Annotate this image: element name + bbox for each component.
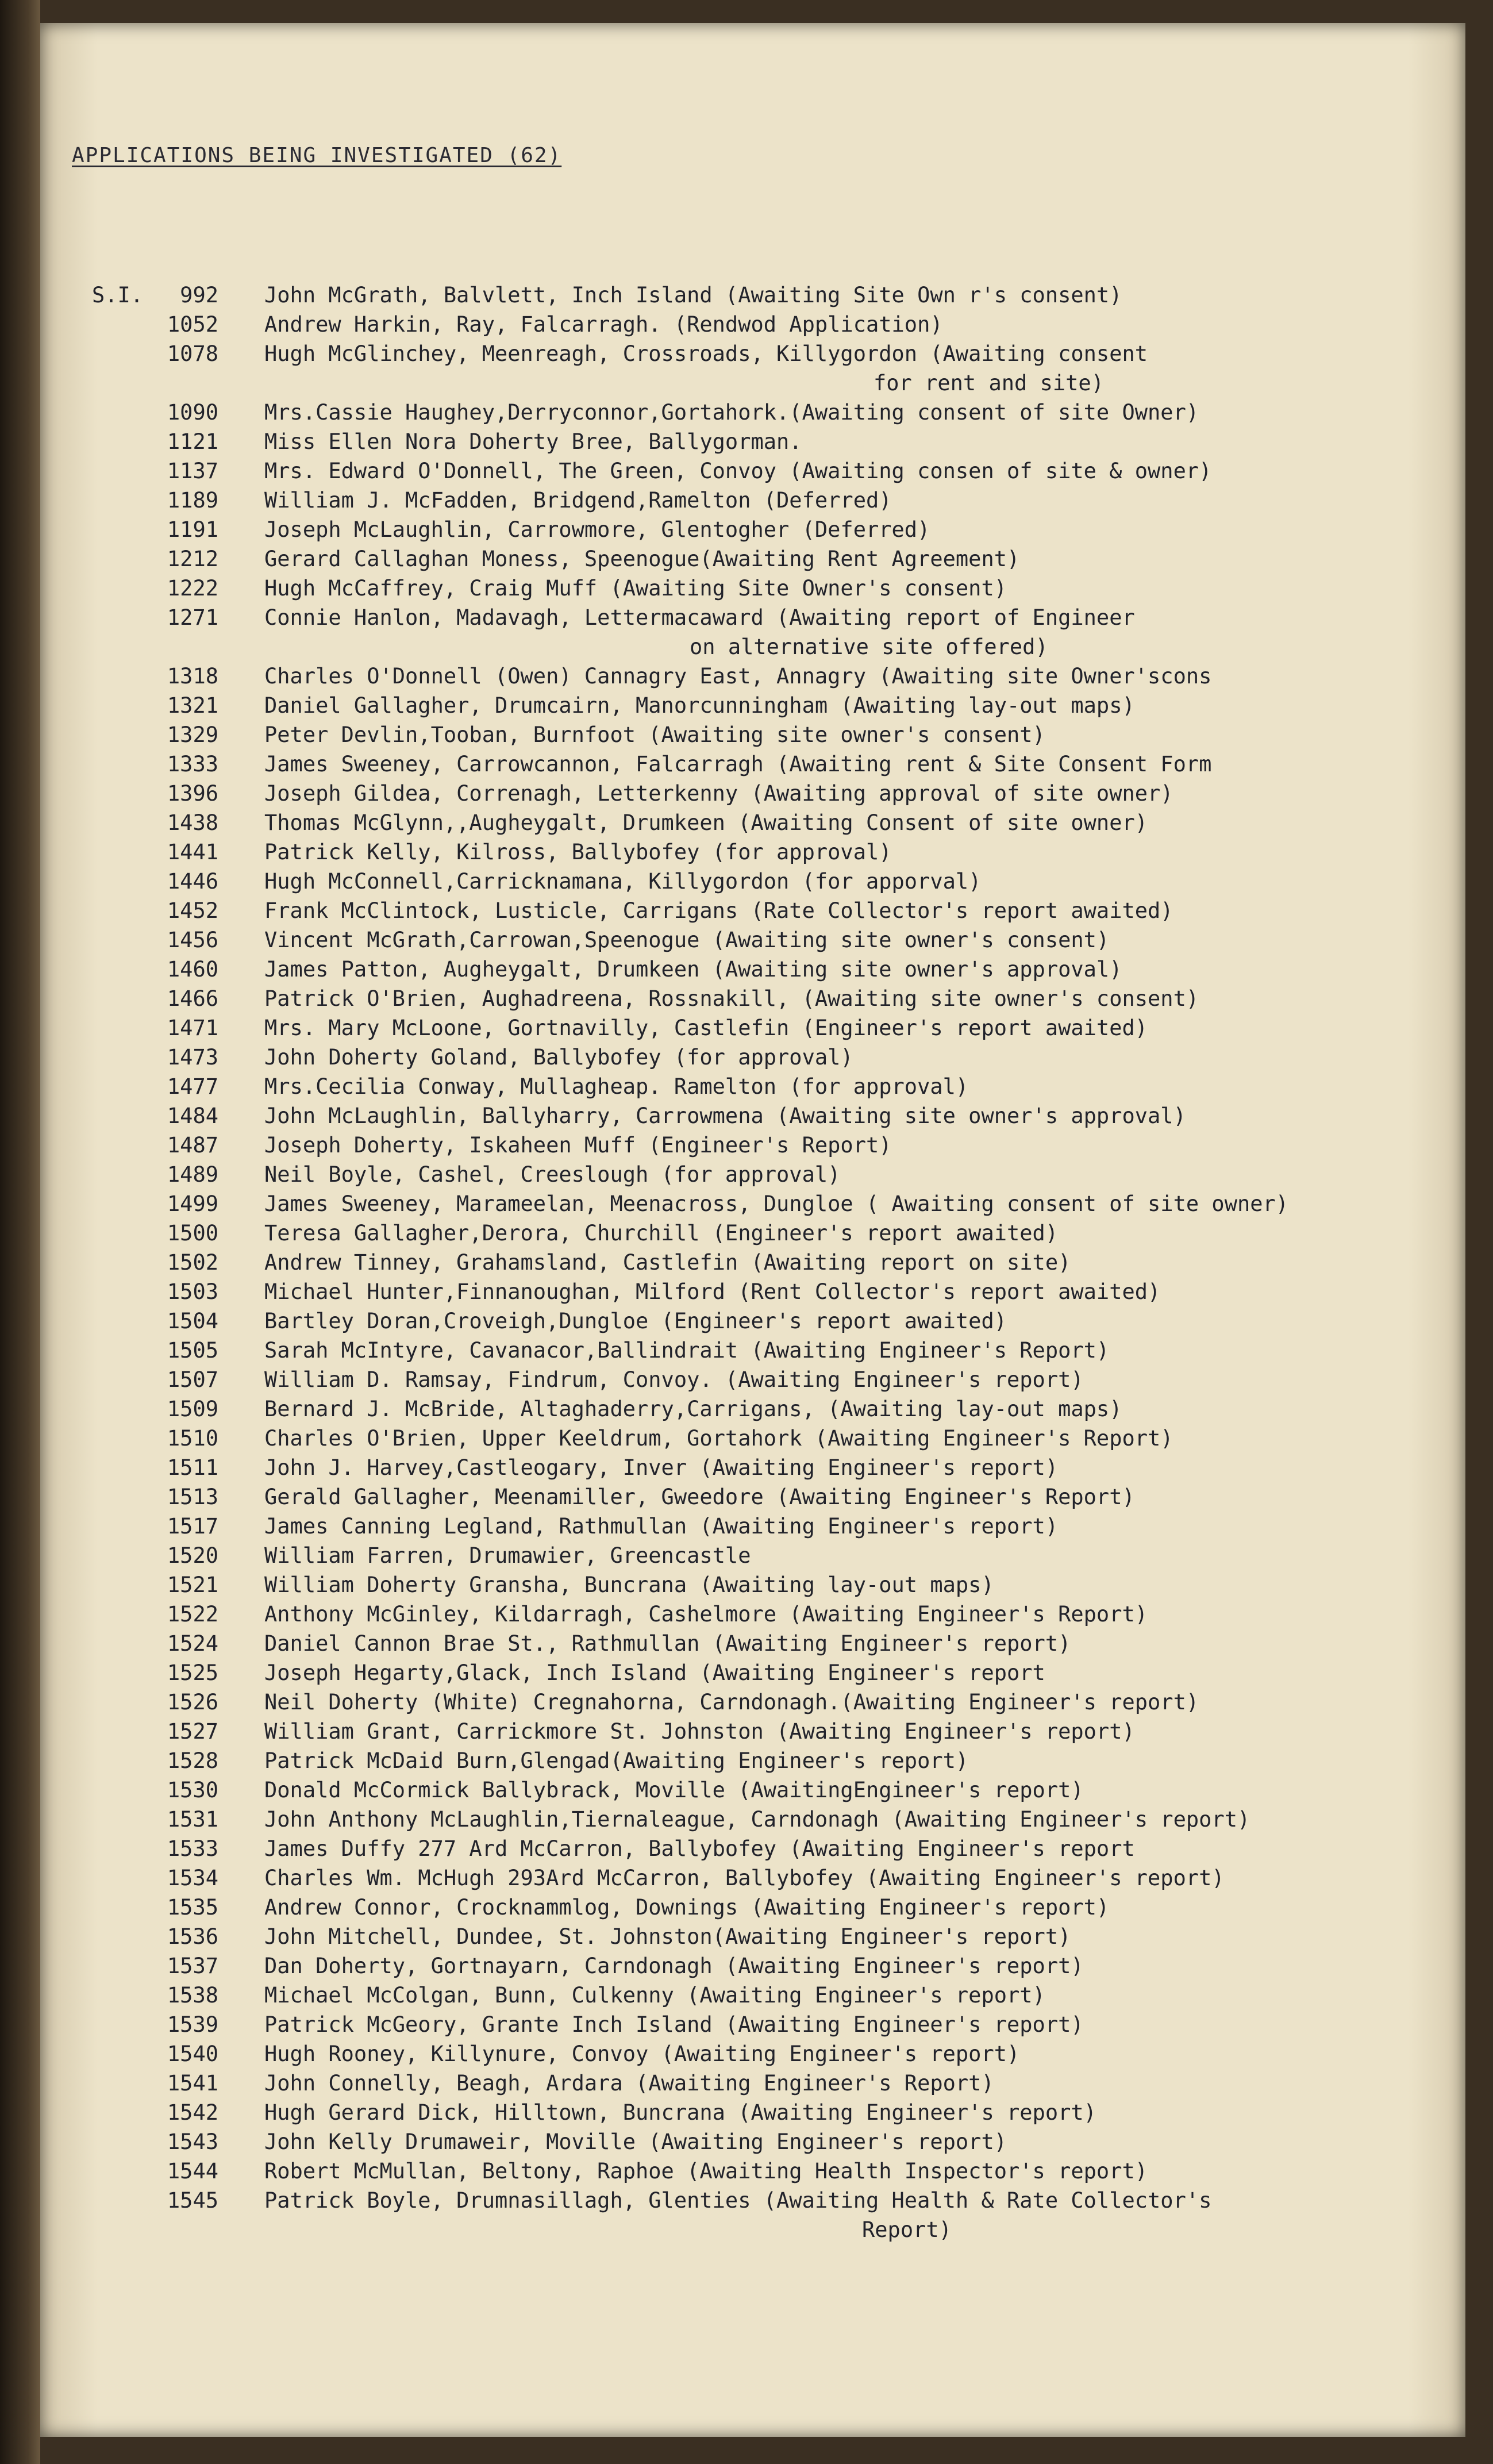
application-number: 1521	[167, 1573, 218, 1597]
application-number: 1528	[167, 1748, 218, 1773]
list-item	[92, 1922, 1425, 1951]
list-item	[92, 1893, 1425, 1922]
list-item	[92, 1218, 1425, 1248]
list-item	[92, 1658, 1425, 1687]
list-item	[92, 1570, 1425, 1600]
list-item	[92, 896, 1425, 925]
application-details: James Patton, Augheygalt, Drumkeen (Awaiting site owner's approval)	[264, 957, 1122, 982]
application-details: Gerald Gallagher, Meenamiller, Gweedore (Awaiting Engineer's Report)	[264, 1485, 1135, 1509]
application-details: John Anthony McLaughlin,Tiernaleague, Carndonagh (Awaiting Engineer's report)	[264, 1807, 1250, 1832]
application-number: 1471	[167, 1016, 218, 1040]
list-item	[92, 1043, 1425, 1072]
list-item	[92, 1248, 1425, 1277]
application-number: 1526	[167, 1690, 218, 1715]
list-item	[92, 1160, 1425, 1189]
application-details: John Mitchell, Dundee, St. Johnston(Awaiting Engineer's report)	[264, 1924, 1071, 1949]
list-item	[92, 837, 1425, 867]
list-item	[92, 1365, 1425, 1394]
application-details: Teresa Gallagher,Derora, Churchill (Engineer's report awaited)	[264, 1221, 1059, 1246]
application-number: 1535	[167, 1895, 218, 1920]
application-details: Daniel Gallagher, Drumcairn, Manorcunningham (Awaiting lay-out maps)	[264, 693, 1135, 718]
list-item	[92, 1863, 1425, 1893]
application-number: 1510	[167, 1426, 218, 1451]
list-item	[92, 2098, 1425, 2127]
list-item	[92, 749, 1425, 779]
list-item	[92, 1600, 1425, 1629]
application-number: 1540	[167, 2042, 218, 2066]
list-item	[92, 808, 1425, 837]
list-item	[92, 1394, 1425, 1424]
application-details: Donald McCormick Ballybrack, Moville (AwaitingEngineer's report)	[264, 1778, 1084, 1802]
application-details: Dan Doherty, Gortnayarn, Carndonagh (Awaiting Engineer's report)	[264, 1954, 1084, 1978]
list-item	[92, 1629, 1425, 1658]
list-item	[92, 1424, 1425, 1453]
list-item	[92, 1717, 1425, 1746]
list-item	[92, 1013, 1425, 1043]
application-details: Mrs.Cecilia Conway, Mullagheap. Ramelton (for approval)	[264, 1074, 969, 1099]
application-details: Andrew Tinney, Grahamsland, Castlefin (Awaiting report on site)	[264, 1250, 1071, 1275]
list-item	[92, 1687, 1425, 1717]
application-details: Neil Doherty (White) Cregnahorna, Carndonagh.(Awaiting Engineer's report)	[264, 1690, 1199, 1715]
application-number: 1505	[167, 1338, 218, 1363]
application-number: 1503	[167, 1279, 218, 1304]
application-details: Patrick McGeory, Grante Inch Island (Awaiting Engineer's report)	[264, 2012, 1084, 2037]
application-details: Hugh Gerard Dick, Hilltown, Buncrana (Awaiting Engineer's report)	[264, 2100, 1096, 2125]
application-details: Patrick Boyle, Drumnasillagh, Glenties (Awaiting Health & Rate Collector's	[264, 2188, 1212, 2213]
application-details: Patrick Kelly, Kilross, Ballybofey (for approval)	[264, 840, 892, 864]
application-details: William Farren, Drumawier, Greencastle	[264, 1543, 751, 1568]
application-details: Patrick O'Brien, Aughadreena, Rossnakill, (Awaiting site owner's consent)	[264, 986, 1199, 1011]
application-details: Patrick McDaid Burn,Glengad(Awaiting Engineer's report)	[264, 1748, 969, 1773]
application-number: 1544	[167, 2159, 218, 2184]
list-item	[92, 2039, 1425, 2069]
application-number: 1333	[167, 752, 218, 777]
application-details: Andrew Harkin, Ray, Falcarragh. (Rendwod Application)	[264, 312, 943, 337]
application-number: 1052	[167, 312, 218, 337]
application-details: Bartley Doran,Croveigh,Dungloe (Engineer's report awaited)	[264, 1309, 1007, 1333]
application-number: 1502	[167, 1250, 218, 1275]
application-number: 1522	[167, 1602, 218, 1627]
application-details: William Grant, Carrickmore St. Johnston (Awaiting Engineer's report)	[264, 1719, 1135, 1744]
application-number: 1446	[167, 869, 218, 894]
application-details: Joseph Gildea, Correnagh, Letterkenny (Awaiting approval of site owner)	[264, 781, 1173, 806]
list-item	[92, 2186, 1425, 2215]
list-item	[92, 544, 1425, 574]
list-item	[92, 1101, 1425, 1131]
application-details: William J. McFadden, Bridgend,Ramelton (Deferred)	[264, 488, 892, 513]
list-item	[92, 1775, 1425, 1805]
application-details: William D. Ramsay, Findrum, Convoy. (Awaiting Engineer's report)	[264, 1367, 1084, 1392]
application-number: 1318	[167, 664, 218, 689]
list-item	[92, 1131, 1425, 1160]
application-number: 1524	[167, 1631, 218, 1656]
application-details: Sarah McIntyre, Cavanacor,Ballindrait (Awaiting Engineer's Report)	[264, 1338, 1110, 1363]
list-item	[92, 339, 1425, 368]
book-spine	[0, 0, 40, 2464]
list-item	[92, 1951, 1425, 1981]
application-details: John J. Harvey,Castleogary, Inver (Awaiting Engineer's report)	[264, 1455, 1059, 1480]
series-prefix: S.I.	[92, 283, 144, 307]
list-item	[92, 398, 1425, 427]
application-number: 1504	[167, 1309, 218, 1333]
application-number: 1396	[167, 781, 218, 806]
continuation-line: for rent and site)	[874, 371, 1104, 395]
application-details: Michael McColgan, Bunn, Culkenny (Awaiting Engineer's report)	[264, 1983, 1045, 2008]
application-details: Charles O'Donnell (Owen) Cannagry East, Annagry (Awaiting site Owner'scons	[264, 664, 1212, 689]
continuation-line: Report)	[862, 2217, 952, 2242]
application-number: 1484	[167, 1104, 218, 1128]
application-details: Joseph McLaughlin, Carrowmore, Glentogher (Deferred)	[264, 517, 930, 542]
list-item	[92, 984, 1425, 1013]
application-number: 1513	[167, 1485, 218, 1509]
application-number: 1538	[167, 1983, 218, 2008]
application-number: 1499	[167, 1191, 218, 1216]
list-item	[92, 1306, 1425, 1336]
list-item	[92, 691, 1425, 720]
continuation-line: on alternative site offered)	[690, 635, 1048, 659]
application-details: Robert McMullan, Beltony, Raphoe (Awaiting Health Inspector's report)	[264, 2159, 1148, 2184]
list-item	[92, 779, 1425, 808]
list-item	[92, 1336, 1425, 1365]
application-details: Peter Devlin,Tooban, Burnfoot (Awaiting site owner's consent)	[264, 722, 1045, 747]
application-number: 1543	[167, 2129, 218, 2154]
application-details: Thomas McGlynn,,Augheygalt, Drumkeen (Awaiting Consent of site owner)	[264, 810, 1148, 835]
document-page	[40, 23, 1465, 2437]
page-title: APPLICATIONS BEING INVESTIGATED (62)	[72, 144, 562, 167]
application-number: 1533	[167, 1836, 218, 1861]
application-details: Mrs. Mary McLoone, Gortnavilly, Castlefin (Engineer's report awaited)	[264, 1016, 1148, 1040]
application-number: 1531	[167, 1807, 218, 1832]
application-details: Connie Hanlon, Madavagh, Lettermacaward (Awaiting report of Engineer	[264, 605, 1135, 630]
list-item	[92, 1981, 1425, 2010]
application-details: Mrs.Cassie Haughey,Derryconnor,Gortahork.(Awaiting consent of site Owner)	[264, 400, 1199, 425]
application-number: 1511	[167, 1455, 218, 1480]
list-item	[92, 1482, 1425, 1512]
application-number: 1536	[167, 1924, 218, 1949]
application-number: 1456	[167, 928, 218, 952]
list-item	[92, 1805, 1425, 1834]
application-number: 1473	[167, 1045, 218, 1070]
list-item	[92, 1834, 1425, 1863]
list-item	[92, 427, 1425, 456]
application-number: 1527	[167, 1719, 218, 1744]
application-details: John McLaughlin, Ballyharry, Carrowmena (Awaiting site owner's approval)	[264, 1104, 1186, 1128]
application-number: 1271	[167, 605, 218, 630]
application-details: Charles Wm. McHugh 293Ard McCarron, Ballybofey (Awaiting Engineer's report)	[264, 1866, 1225, 1890]
list-item	[92, 1277, 1425, 1306]
application-details: Hugh McGlinchey, Meenreagh, Crossroads, Killygordon (Awaiting consent	[264, 341, 1148, 366]
application-number: 992	[180, 283, 218, 307]
application-details: Anthony McGinley, Kildarragh, Cashelmore (Awaiting Engineer's Report)	[264, 1602, 1148, 1627]
application-number: 1477	[167, 1074, 218, 1099]
list-item	[92, 1189, 1425, 1218]
application-number: 1321	[167, 693, 218, 718]
application-number: 1137	[167, 459, 218, 483]
application-number: 1517	[167, 1514, 218, 1539]
application-details: Neil Boyle, Cashel, Creeslough (for approval)	[264, 1162, 841, 1187]
application-details: James Sweeney, Carrowcannon, Falcarragh (Awaiting rent & Site Consent Form	[264, 752, 1212, 777]
application-number: 1500	[167, 1221, 218, 1246]
list-item	[92, 515, 1425, 544]
application-details: John Kelly Drumaweir, Moville (Awaiting Engineer's report)	[264, 2129, 1007, 2154]
application-details: James Sweeney, Marameelan, Meenacross, Dungloe ( Awaiting consent of site owner)	[264, 1191, 1289, 1216]
application-number: 1539	[167, 2012, 218, 2037]
application-number: 1542	[167, 2100, 218, 2125]
list-item	[92, 2010, 1425, 2039]
list-item	[92, 486, 1425, 515]
application-number: 1222	[167, 576, 218, 601]
application-number: 1541	[167, 2071, 218, 2096]
application-number: 1520	[167, 1543, 218, 1568]
list-item	[92, 2069, 1425, 2098]
list-item	[92, 1453, 1425, 1482]
list-item	[92, 310, 1425, 339]
list-item	[92, 1541, 1425, 1570]
list-item	[92, 603, 1425, 632]
application-number: 1509	[167, 1397, 218, 1421]
applications-list	[92, 280, 1425, 2244]
application-details: William Doherty Gransha, Buncrana (Awaiting lay-out maps)	[264, 1573, 994, 1597]
application-number: 1441	[167, 840, 218, 864]
application-number: 1507	[167, 1367, 218, 1392]
application-number: 1489	[167, 1162, 218, 1187]
application-number: 1460	[167, 957, 218, 982]
application-number: 1078	[167, 341, 218, 366]
application-details: Gerard Callaghan Moness, Speenogue(Awaiting Rent Agreement)	[264, 547, 1020, 571]
list-item	[92, 1746, 1425, 1775]
list-item	[92, 867, 1425, 896]
application-number: 1438	[167, 810, 218, 835]
list-item	[92, 1072, 1425, 1101]
application-details: Michael Hunter,Finnanoughan, Milford (Rent Collector's report awaited)	[264, 1279, 1161, 1304]
application-details: Mrs. Edward O'Donnell, The Green, Convoy (Awaiting consen of site & owner)	[264, 459, 1212, 483]
list-item	[92, 280, 1425, 310]
application-number: 1212	[167, 547, 218, 571]
application-details: Joseph Doherty, Iskaheen Muff (Engineer's Report)	[264, 1133, 892, 1158]
list-item	[92, 2127, 1425, 2157]
application-number: 1329	[167, 722, 218, 747]
application-details: John Doherty Goland, Ballybofey (for approval)	[264, 1045, 853, 1070]
application-number: 1525	[167, 1660, 218, 1685]
list-item	[92, 456, 1425, 486]
application-details: Hugh McConnell,Carricknamana, Killygordon (for apporval)	[264, 869, 982, 894]
application-number: 1545	[167, 2188, 218, 2213]
application-details: Vincent McGrath,Carrowan,Speenogue (Awaiting site owner's consent)	[264, 928, 1110, 952]
application-details: Miss Ellen Nora Doherty Bree, Ballygorman.	[264, 429, 802, 454]
application-details: Hugh Rooney, Killynure, Convoy (Awaiting Engineer's report)	[264, 2042, 1020, 2066]
application-details: Joseph Hegarty,Glack, Inch Island (Awaiting Engineer's report	[264, 1660, 1045, 1685]
application-details: James Canning Legland, Rathmullan (Awaiting Engineer's report)	[264, 1514, 1059, 1539]
application-details: Charles O'Brien, Upper Keeldrum, Gortahork (Awaiting Engineer's Report)	[264, 1426, 1173, 1451]
application-number: 1189	[167, 488, 218, 513]
list-item	[92, 1512, 1425, 1541]
list-item	[92, 720, 1425, 749]
application-details: Bernard J. McBride, Altaghaderry,Carrigans, (Awaiting lay-out maps)	[264, 1397, 1122, 1421]
application-details: Hugh McCaffrey, Craig Muff (Awaiting Site Owner's consent)	[264, 576, 1007, 601]
application-details: Daniel Cannon Brae St., Rathmullan (Awaiting Engineer's report)	[264, 1631, 1071, 1656]
list-item	[92, 2157, 1425, 2186]
application-number: 1466	[167, 986, 218, 1011]
application-details: John Connelly, Beagh, Ardara (Awaiting Engineer's Report)	[264, 2071, 994, 2096]
application-number: 1534	[167, 1866, 218, 1890]
list-item	[92, 574, 1425, 603]
list-item	[92, 662, 1425, 691]
list-item	[92, 955, 1425, 984]
list-item	[92, 925, 1425, 955]
application-number: 1191	[167, 517, 218, 542]
application-number: 1530	[167, 1778, 218, 1802]
application-details: James Duffy 277 Ard McCarron, Ballybofey (Awaiting Engineer's report	[264, 1836, 1135, 1861]
application-number: 1537	[167, 1954, 218, 1978]
application-number: 1121	[167, 429, 218, 454]
application-number: 1487	[167, 1133, 218, 1158]
application-number: 1090	[167, 400, 218, 425]
application-details: John McGrath, Balvlett, Inch Island (Awaiting Site Own r's consent)	[264, 283, 1122, 307]
application-number: 1452	[167, 898, 218, 923]
application-details: Frank McClintock, Lusticle, Carrigans (Rate Collector's report awaited)	[264, 898, 1173, 923]
application-details: Andrew Connor, Crocknammlog, Downings (Awaiting Engineer's report)	[264, 1895, 1110, 1920]
